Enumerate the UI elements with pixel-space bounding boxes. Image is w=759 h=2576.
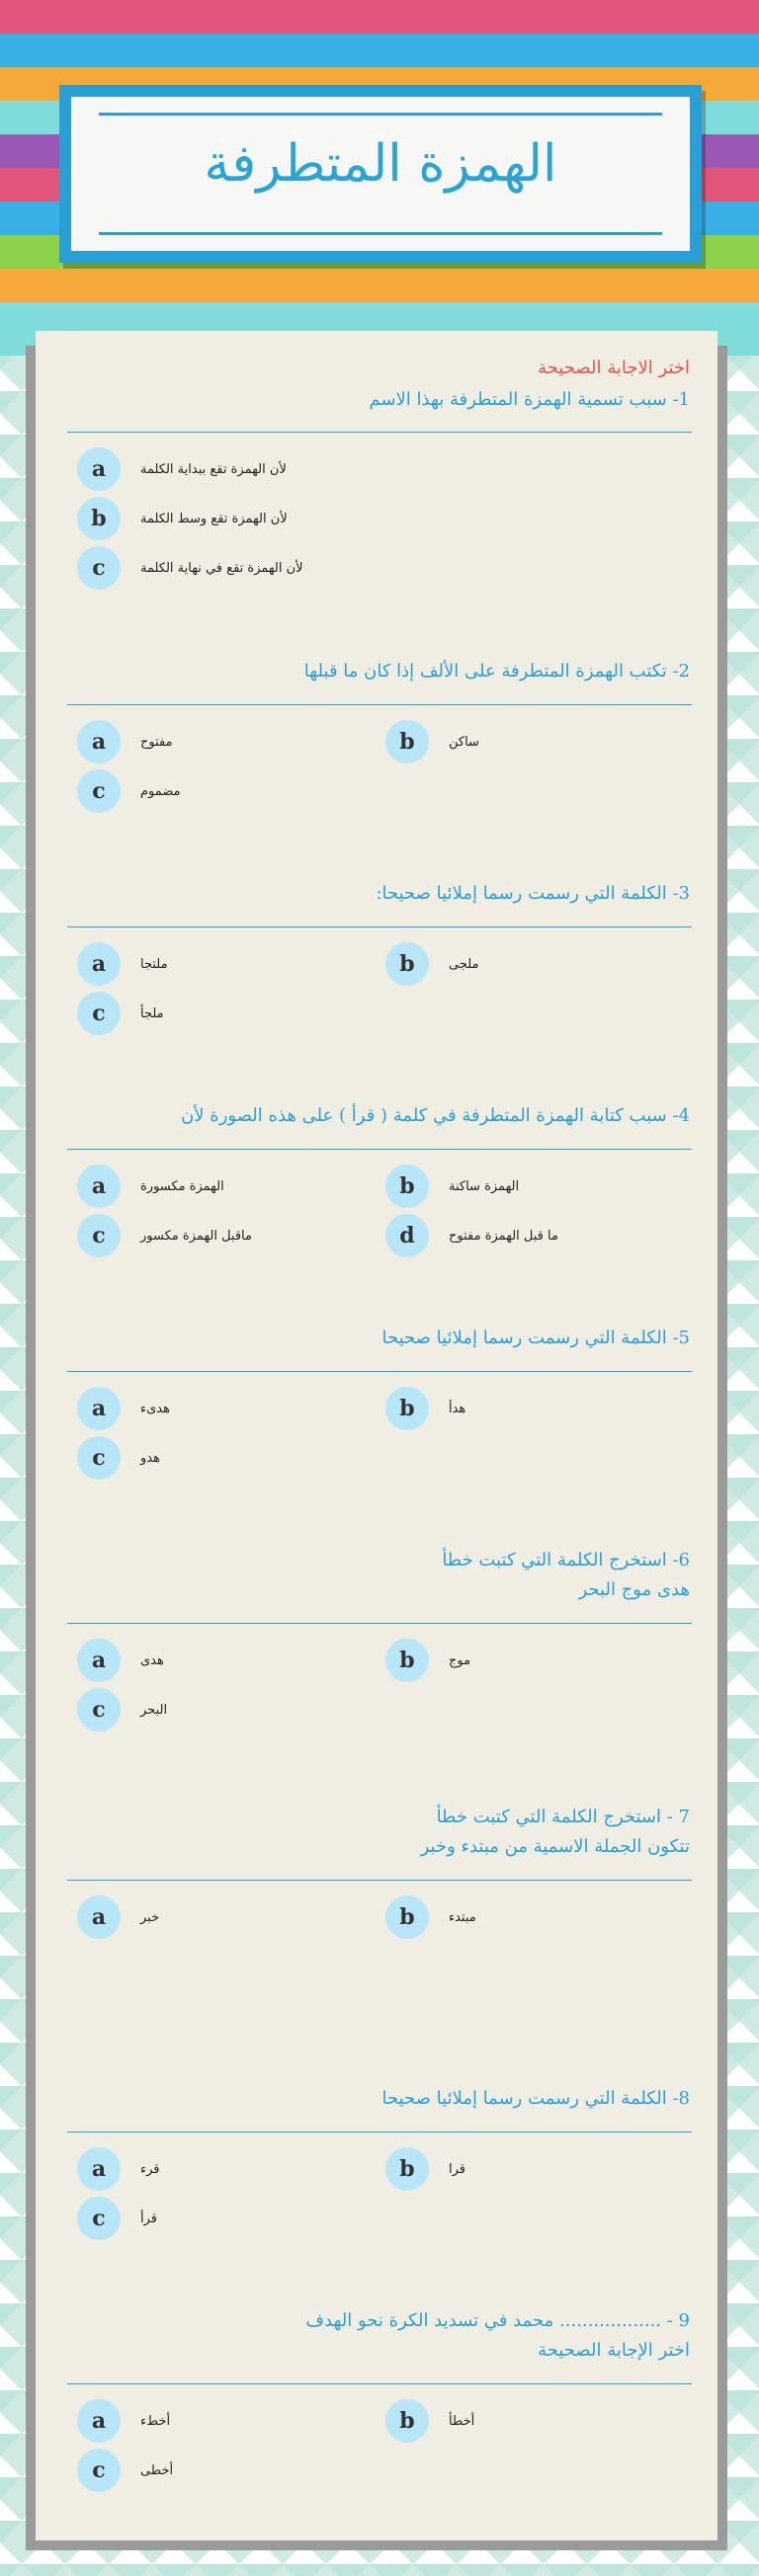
option-letter-badge[interactable]: d bbox=[385, 1214, 429, 1257]
option-text: ساكن bbox=[449, 734, 479, 750]
question-divider bbox=[67, 1371, 692, 1372]
option-text: هدو bbox=[140, 1450, 160, 1466]
answer-option[interactable] bbox=[385, 1639, 470, 1682]
option-letter-badge[interactable]: c bbox=[77, 546, 121, 590]
option-text: لأن الهمزة تقع ببداية الكلمة bbox=[140, 461, 287, 477]
answer-option[interactable] bbox=[77, 1387, 170, 1430]
answer-option[interactable] bbox=[77, 1214, 252, 1257]
question-text: 9 - .................. محمد في تسديد الكرة نحو الهدف bbox=[305, 2310, 690, 2331]
title-panel bbox=[71, 97, 690, 251]
answer-option[interactable] bbox=[385, 1165, 519, 1208]
question-text: 3- الكلمة التي رسمت رسما إملائيا صحيحا: bbox=[376, 883, 690, 904]
option-letter-badge[interactable]: c bbox=[77, 2449, 121, 2492]
option-letter-badge[interactable]: b bbox=[385, 1387, 429, 1430]
option-letter-badge[interactable]: a bbox=[77, 447, 121, 491]
option-text: مبتدء bbox=[449, 1909, 476, 1925]
question-divider bbox=[67, 1880, 692, 1881]
option-letter-badge[interactable]: c bbox=[77, 992, 121, 1035]
option-text: قرء bbox=[140, 2161, 160, 2177]
option-text: هدى bbox=[140, 1652, 164, 1668]
instruction-text: اختر الاجابة الصحيحة bbox=[538, 358, 690, 378]
question-divider bbox=[67, 926, 692, 927]
answer-option[interactable] bbox=[77, 1688, 167, 1731]
option-text: ماقبل الهمزة مكسور bbox=[140, 1228, 252, 1244]
option-text: خبر bbox=[140, 1909, 160, 1925]
option-letter-badge[interactable]: b bbox=[385, 942, 429, 986]
answer-option[interactable] bbox=[77, 1436, 160, 1480]
question-divider bbox=[67, 2132, 692, 2133]
title-frame bbox=[59, 85, 702, 263]
answer-option[interactable] bbox=[77, 1895, 159, 1939]
option-letter-badge[interactable]: a bbox=[77, 1639, 121, 1682]
option-text: مفتوح bbox=[140, 734, 173, 750]
answer-option[interactable] bbox=[77, 546, 303, 590]
answer-option[interactable] bbox=[385, 720, 479, 764]
answer-option[interactable] bbox=[77, 497, 288, 540]
answer-option[interactable] bbox=[77, 2449, 173, 2492]
option-text: ملجأ bbox=[140, 1006, 164, 1021]
question-subtext: اختر الإجابة الصحيحة bbox=[538, 2340, 690, 2361]
option-letter-badge[interactable]: b bbox=[385, 1165, 429, 1208]
option-letter-badge[interactable]: a bbox=[77, 1387, 121, 1430]
answer-option[interactable] bbox=[385, 1895, 476, 1939]
question-divider bbox=[67, 1149, 692, 1150]
question-text: 8- الكلمة التي رسمت رسما إملائيا صحيحا bbox=[381, 2088, 690, 2109]
answer-option[interactable] bbox=[77, 992, 164, 1035]
option-letter-badge[interactable]: a bbox=[77, 1165, 121, 1208]
option-letter-badge[interactable]: a bbox=[77, 1895, 121, 1939]
option-letter-badge[interactable]: b bbox=[385, 2147, 429, 2191]
option-text: لأن الهمزة تقع وسط الكلمة bbox=[140, 511, 288, 526]
question-divider bbox=[67, 1623, 692, 1624]
option-text: أخطأ bbox=[449, 2413, 475, 2429]
question-text: 6- استخرج الكلمة التي كتبت خطأ bbox=[442, 1550, 690, 1570]
banner-stripe bbox=[0, 34, 759, 67]
option-letter-badge[interactable]: c bbox=[77, 1688, 121, 1731]
page-title: الهمزة المتطرفة bbox=[204, 134, 557, 194]
option-letter-badge[interactable]: b bbox=[385, 2399, 429, 2443]
option-letter-badge[interactable]: a bbox=[77, 2399, 121, 2443]
answer-option[interactable] bbox=[77, 2399, 170, 2443]
option-text: أخطء bbox=[140, 2413, 171, 2429]
question-subtext: هدى موج البحر bbox=[578, 1579, 690, 1600]
option-text: أخطى bbox=[140, 2462, 174, 2478]
question-subtext: تتكون الجملة الاسمية من مبتدء وخبر bbox=[420, 1836, 690, 1857]
frame-bottom-line bbox=[99, 232, 662, 235]
option-letter-badge[interactable]: b bbox=[77, 497, 121, 540]
option-text: هدىء bbox=[140, 1401, 170, 1416]
answer-option[interactable] bbox=[77, 447, 287, 491]
option-text: ملجى bbox=[449, 956, 479, 972]
answer-option[interactable] bbox=[385, 2399, 474, 2443]
answer-option[interactable] bbox=[385, 1214, 558, 1257]
option-letter-badge[interactable]: c bbox=[77, 769, 121, 813]
answer-option[interactable] bbox=[77, 1639, 164, 1682]
option-text: مضموم bbox=[140, 783, 181, 799]
question-text: 7 - استخرج الكلمة التي كتبت خطأ bbox=[436, 1807, 690, 1827]
option-letter-badge[interactable]: a bbox=[77, 2147, 121, 2191]
banner-stripe bbox=[0, 269, 759, 302]
option-letter-badge[interactable]: b bbox=[385, 1895, 429, 1939]
answer-option[interactable] bbox=[77, 942, 168, 986]
option-letter-badge[interactable]: c bbox=[77, 1436, 121, 1480]
option-text: ملتجا bbox=[140, 956, 168, 972]
answer-option[interactable] bbox=[385, 2147, 465, 2191]
frame-top-line bbox=[99, 113, 662, 116]
question-text: 1- سبب تسمية الهمزة المتطرفة بهذا الاسم bbox=[369, 389, 690, 410]
question-text: 5- الكلمة التي رسمت رسما إملائيا صحيحا bbox=[381, 1328, 690, 1348]
question-divider bbox=[67, 704, 692, 705]
question-divider bbox=[67, 2383, 692, 2384]
answer-option[interactable] bbox=[77, 1165, 224, 1208]
answer-option[interactable] bbox=[385, 1387, 465, 1430]
option-text: قرأ bbox=[140, 2211, 157, 2226]
option-letter-badge[interactable]: b bbox=[385, 1639, 429, 1682]
option-letter-badge[interactable]: a bbox=[77, 720, 121, 764]
option-text: موج bbox=[449, 1652, 471, 1668]
question-text: 2- تكتب الهمزة المتطرفة على الألف إذا كان ما قبلها bbox=[303, 661, 690, 682]
option-letter-badge[interactable]: b bbox=[385, 720, 429, 764]
banner-stripe bbox=[0, 0, 759, 34]
answer-option[interactable] bbox=[77, 2197, 157, 2240]
question-divider bbox=[67, 432, 692, 433]
option-letter-badge[interactable]: c bbox=[77, 1214, 121, 1257]
option-text: الهمزة مكسورة bbox=[140, 1178, 224, 1194]
option-letter-badge[interactable]: a bbox=[77, 942, 121, 986]
option-text: البحر bbox=[140, 1702, 168, 1718]
answer-option[interactable] bbox=[77, 769, 181, 813]
answer-option[interactable] bbox=[77, 720, 173, 764]
question-text: 4- سبب كتابة الهمزة المتطرفة في كلمة ( قرأ ) على هذه الصورة لأن bbox=[181, 1105, 690, 1126]
option-letter-badge[interactable]: c bbox=[77, 2197, 121, 2240]
option-text: لأن الهمزة تقع في نهاية الكلمة bbox=[140, 560, 303, 576]
answer-option[interactable] bbox=[77, 2147, 160, 2191]
option-text: الهمزة ساكنة bbox=[449, 1178, 520, 1194]
answer-option[interactable] bbox=[385, 942, 479, 986]
option-text: هدأ bbox=[449, 1401, 466, 1416]
option-text: ما قبل الهمزة مفتوح bbox=[449, 1228, 558, 1244]
option-text: قرا bbox=[449, 2161, 465, 2177]
